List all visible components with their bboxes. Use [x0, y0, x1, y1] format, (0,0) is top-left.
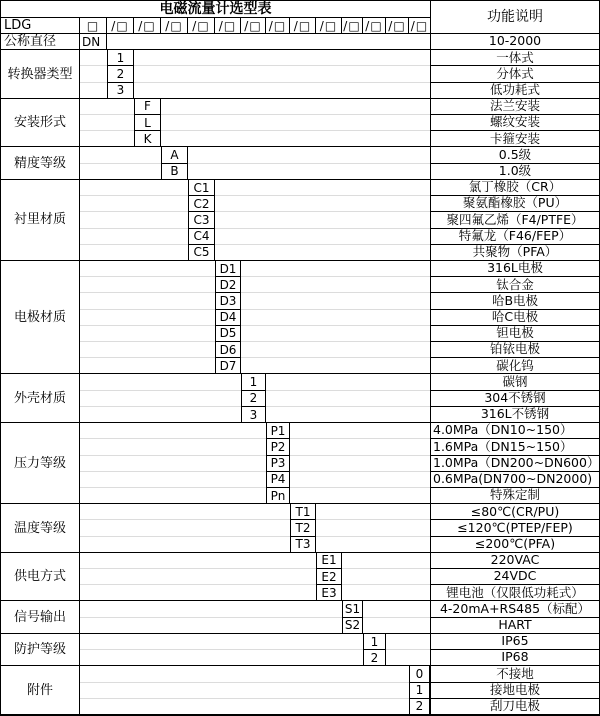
empty-cell	[80, 666, 409, 682]
empty-cell	[80, 277, 215, 293]
empty-cell	[80, 439, 266, 455]
code-cell: D2	[215, 277, 241, 293]
empty-cell	[161, 99, 430, 115]
category-label: 供电方式	[1, 553, 80, 602]
function-cell: 法兰安装	[430, 99, 599, 115]
function-cell: 碳钢	[430, 374, 599, 390]
function-cell: 316L不锈钢	[430, 407, 599, 423]
function-cell: 钽电极	[430, 326, 599, 342]
code-cell: T2	[290, 520, 316, 536]
code-cell: Pn	[266, 488, 290, 504]
empty-cell	[80, 683, 409, 699]
empty-cell	[241, 261, 430, 277]
code-cell: 1	[241, 374, 266, 390]
function-cell: 304不锈钢	[430, 391, 599, 407]
empty-cell	[188, 164, 430, 180]
empty-cell	[134, 83, 430, 99]
empty-cell	[80, 699, 409, 715]
empty-cell	[342, 585, 430, 601]
code-slot: /□	[241, 18, 266, 34]
empty-cell	[80, 569, 316, 585]
function-cell: 4-20mA+RS485（标配）	[430, 601, 599, 617]
code-slot: /□	[316, 18, 342, 34]
empty-cell	[80, 601, 342, 617]
function-cell: 聚氨酯橡胶（PU）	[430, 196, 599, 212]
function-cell: 1.0MPa（DN200~DN600）	[430, 456, 599, 472]
empty-cell	[316, 504, 430, 520]
function-cell: HART	[430, 618, 599, 634]
function-cell: 24VDC	[430, 569, 599, 585]
empty-cell	[80, 407, 241, 423]
code-cell: D3	[215, 293, 241, 309]
empty-cell	[386, 634, 430, 650]
empty-cell	[241, 277, 430, 293]
code-slot: /□	[188, 18, 215, 34]
empty-cell	[241, 358, 430, 374]
empty-cell	[80, 650, 363, 666]
code-cell: 2	[363, 650, 386, 666]
empty-cell	[266, 391, 430, 407]
code-cell: 0	[409, 666, 430, 682]
function-cell: 共聚物（PFA）	[430, 245, 599, 261]
code-cell: 3	[107, 83, 134, 99]
code-cell: D4	[215, 310, 241, 326]
code-cell: T1	[290, 504, 316, 520]
empty-cell	[290, 423, 430, 439]
category-label: 电极材质	[1, 261, 80, 375]
empty-cell	[215, 180, 430, 196]
function-cell: 锂电池（仅限低功耗式）	[430, 585, 599, 601]
function-cell: ≤200℃(PFA)	[430, 537, 599, 553]
code-slot: /□	[363, 18, 386, 34]
empty-cell	[80, 456, 266, 472]
empty-cell	[241, 293, 430, 309]
function-cell: 钛合金	[430, 277, 599, 293]
code-cell: P1	[266, 423, 290, 439]
empty-cell	[80, 66, 107, 82]
function-cell: ≤120℃(PTEP/FEP)	[430, 520, 599, 536]
code-cell: K	[134, 131, 161, 147]
table-title: 电磁流量计选型表	[1, 1, 430, 18]
function-cell: 卡箍安装	[430, 131, 599, 147]
code-cell: C3	[188, 212, 215, 228]
function-cell: 0.5级	[430, 147, 599, 163]
code-cell: D7	[215, 358, 241, 374]
code-cell: P4	[266, 472, 290, 488]
empty-cell	[80, 310, 215, 326]
category-label: 精度等级	[1, 147, 80, 179]
function-cell: 刮刀电极	[430, 699, 599, 715]
empty-cell	[80, 180, 188, 196]
code-cell: 1	[107, 50, 134, 66]
empty-cell	[80, 423, 266, 439]
empty-cell	[241, 310, 430, 326]
function-cell: ≤80℃(CR/PU)	[430, 504, 599, 520]
code-slot: /□	[134, 18, 161, 34]
empty-cell	[134, 50, 430, 66]
empty-cell	[80, 374, 241, 390]
code-slot: /□	[410, 18, 429, 33]
empty-cell	[80, 504, 290, 520]
code-slot: /□	[342, 18, 363, 34]
code-cell: C5	[188, 245, 215, 261]
function-cell: 特殊定制	[430, 488, 599, 504]
empty-cell	[80, 196, 188, 212]
code-cell: F	[134, 99, 161, 115]
code-cell: 2	[241, 391, 266, 407]
code-cell: D1	[215, 261, 241, 277]
function-cell: 接地电极	[430, 683, 599, 699]
empty-cell	[80, 229, 188, 245]
function-cell: 聚四氟乙烯（F4/PTFE）	[430, 212, 599, 228]
empty-cell	[80, 131, 134, 147]
category-label: 外壳材质	[1, 374, 80, 423]
empty-cell	[215, 212, 430, 228]
code-cell: T3	[290, 537, 316, 553]
function-cell: 分体式	[430, 66, 599, 82]
function-cell: 220VAC	[430, 553, 599, 569]
empty-cell	[80, 472, 266, 488]
empty-cell	[215, 229, 430, 245]
empty-cell	[80, 147, 161, 163]
empty-cell	[80, 83, 107, 99]
empty-cell	[107, 34, 430, 50]
code-cell: P2	[266, 439, 290, 455]
empty-cell	[215, 245, 430, 261]
empty-cell	[342, 569, 430, 585]
function-column-header: 功能说明	[430, 1, 599, 34]
model-code-box: □	[80, 18, 107, 34]
category-label: 信号输出	[1, 601, 80, 633]
category-label: 附件	[1, 666, 80, 715]
code-cell: E3	[316, 585, 342, 601]
function-cell: 1.0级	[430, 164, 599, 180]
function-cell: 316L电极	[430, 261, 599, 277]
code-cell: A	[161, 147, 188, 163]
empty-cell	[316, 537, 430, 553]
code-cell: S2	[342, 618, 363, 634]
empty-cell	[80, 634, 363, 650]
code-cell: S1	[342, 601, 363, 617]
empty-cell	[80, 585, 316, 601]
code-cell: 1	[409, 683, 430, 699]
empty-cell	[241, 342, 430, 358]
code-slot: /□	[266, 18, 290, 34]
function-cell: 氯丁橡胶（CR）	[430, 180, 599, 196]
function-cell: 10-2000	[430, 34, 599, 50]
code-cell: 1	[363, 634, 386, 650]
empty-cell	[161, 131, 430, 147]
empty-cell	[80, 326, 215, 342]
empty-cell	[134, 66, 430, 82]
function-cell: IP68	[430, 650, 599, 666]
function-cell: 铂铱电极	[430, 342, 599, 358]
empty-cell	[80, 391, 241, 407]
empty-cell	[188, 147, 430, 163]
category-label: 温度等级	[1, 504, 80, 553]
code-cell: C1	[188, 180, 215, 196]
empty-cell	[215, 196, 430, 212]
function-cell: 特氟龙（F46/FEP）	[430, 229, 599, 245]
empty-cell	[363, 618, 430, 634]
function-cell: 0.6MPa(DN700~DN2000)	[430, 472, 599, 488]
empty-cell	[363, 601, 430, 617]
function-cell: 一体式	[430, 50, 599, 66]
function-cell: 4.0MPa（DN10~150）	[430, 423, 599, 439]
function-cell: 低功耗式	[430, 83, 599, 99]
model-code-label: LDG	[1, 18, 80, 34]
code-slot: /□	[290, 18, 316, 34]
empty-cell	[161, 115, 430, 131]
empty-cell	[80, 358, 215, 374]
category-label: 防护等级	[1, 634, 80, 666]
empty-cell	[80, 115, 134, 131]
empty-cell	[80, 293, 215, 309]
function-cell: 不接地	[430, 666, 599, 682]
code-slot: /□	[386, 18, 409, 34]
code-cell: E2	[316, 569, 342, 585]
empty-cell	[290, 456, 430, 472]
empty-cell	[80, 261, 215, 277]
code-cell: B	[161, 164, 188, 180]
code-cell: D5	[215, 326, 241, 342]
code-cell: D6	[215, 342, 241, 358]
empty-cell	[266, 407, 430, 423]
code-cell: C2	[188, 196, 215, 212]
category-label: 转换器类型	[1, 50, 80, 99]
empty-cell	[80, 212, 188, 228]
code-cell: P3	[266, 456, 290, 472]
empty-cell	[290, 472, 430, 488]
code-cell: E1	[316, 553, 342, 569]
code-cell: DN	[80, 34, 107, 50]
code-cell: L	[134, 115, 161, 131]
empty-cell	[290, 439, 430, 455]
code-slot: /□	[161, 18, 188, 34]
empty-cell	[342, 553, 430, 569]
code-cell: 3	[241, 407, 266, 423]
function-cell: 螺纹安装	[430, 115, 599, 131]
empty-cell	[80, 342, 215, 358]
empty-cell	[80, 553, 316, 569]
empty-cell	[386, 650, 430, 666]
empty-cell	[290, 488, 430, 504]
function-cell: 哈C电极	[430, 310, 599, 326]
empty-cell	[80, 50, 107, 66]
category-label: 公称直径	[1, 34, 80, 50]
empty-cell	[80, 537, 290, 553]
code-slot: /□	[215, 18, 241, 34]
code-slot: /□	[107, 18, 134, 34]
empty-cell	[80, 618, 342, 634]
empty-cell	[316, 520, 430, 536]
category-label: 压力等级	[1, 423, 80, 504]
empty-cell	[80, 164, 161, 180]
empty-cell	[80, 520, 290, 536]
function-cell: IP65	[430, 634, 599, 650]
empty-cell	[80, 245, 188, 261]
function-cell: 哈B电极	[430, 293, 599, 309]
category-label: 衬里材质	[1, 180, 80, 261]
empty-cell	[266, 374, 430, 390]
empty-cell	[80, 99, 134, 115]
category-label: 安装形式	[1, 99, 80, 148]
code-cell: 2	[409, 699, 430, 715]
empty-cell	[241, 326, 430, 342]
code-cell: C4	[188, 229, 215, 245]
function-cell: 1.6MPa（DN15~150）	[430, 439, 599, 455]
empty-cell	[80, 488, 266, 504]
code-cell: 2	[107, 66, 134, 82]
function-cell: 碳化钨	[430, 358, 599, 374]
